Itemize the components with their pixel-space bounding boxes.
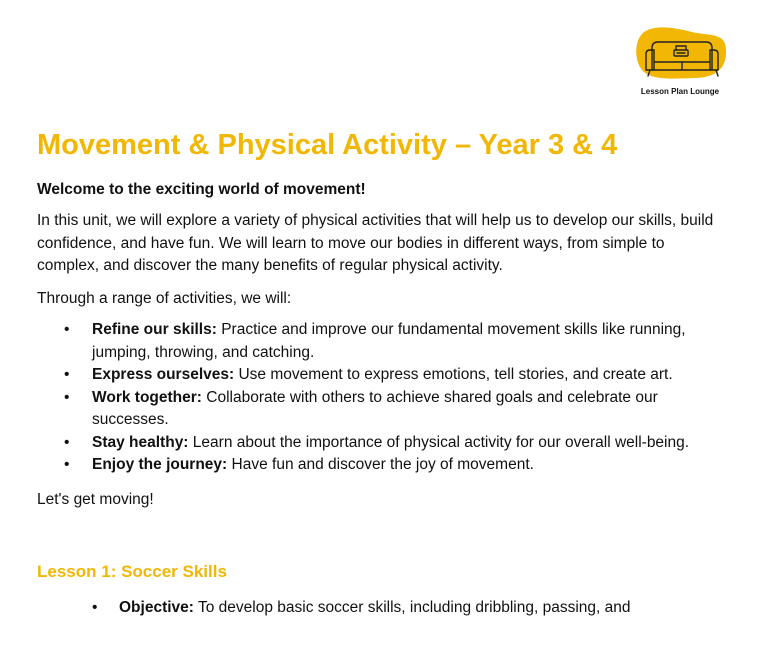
goal-label: Stay healthy: — [92, 433, 189, 451]
list-item — [64, 454, 732, 477]
lesson-1-list — [37, 597, 737, 619]
goal-text: Practice and improve our fundamental movement skills like running, jumping, throwing, and catching. — [92, 321, 686, 361]
sofa-icon — [630, 26, 730, 86]
goal-label: Refine our skills: — [92, 321, 217, 338]
page-title: Movement & Physical Activity – Year 3 & 4 — [37, 129, 618, 161]
welcome-heading: Welcome to the exciting world of movement! — [37, 181, 366, 198]
logo-text: Lesson Plan Lounge — [640, 87, 720, 96]
bullet: • — [64, 456, 70, 473]
goal-text: Have fun and discover the joy of movement. — [227, 456, 534, 473]
bullet: • — [64, 388, 70, 406]
list-item — [64, 364, 732, 387]
goal-text: Use movement to express emotions, tell stories, and create art. — [234, 366, 673, 383]
goal-label: Enjoy the journey: — [92, 456, 228, 473]
lesson-1-heading: Lesson 1: Soccer Skills — [37, 562, 227, 581]
goal-text: Learn about the importance of physical activity for our overall well-being. — [188, 433, 690, 451]
intro-paragraph: In this unit, we will explore a variety of physical activities that will help us to develop our skills, build confidence, and have fun. We will learn to move our bodies in different ways, from simple to complex, and discover the many benefits of regular physical activity. — [37, 212, 714, 274]
lesson-plan-lounge-logo — [630, 26, 730, 100]
list-item — [64, 319, 732, 364]
list-item — [64, 387, 732, 432]
goal-text: Collaborate with others to achieve shared goals and celebrate our successes. — [92, 388, 658, 428]
goal-label: Express ourselves: — [92, 366, 235, 383]
activities-lead-in: Through a range of activities, we will: — [37, 289, 292, 307]
bullet: • — [64, 366, 70, 383]
goals-list — [37, 319, 737, 477]
list-item — [64, 432, 732, 455]
document-page — [37, 126, 737, 619]
objective-label: Objective: — [119, 599, 194, 616]
list-item — [92, 597, 729, 619]
bullet: • — [64, 433, 70, 451]
objective-text: To develop basic soccer skills, including dribbling, passing, and — [193, 599, 631, 616]
bullet: • — [92, 599, 98, 616]
bullet: • — [64, 321, 70, 338]
closing-line: Let's get moving! — [37, 490, 154, 508]
goal-label: Work together: — [92, 388, 202, 406]
